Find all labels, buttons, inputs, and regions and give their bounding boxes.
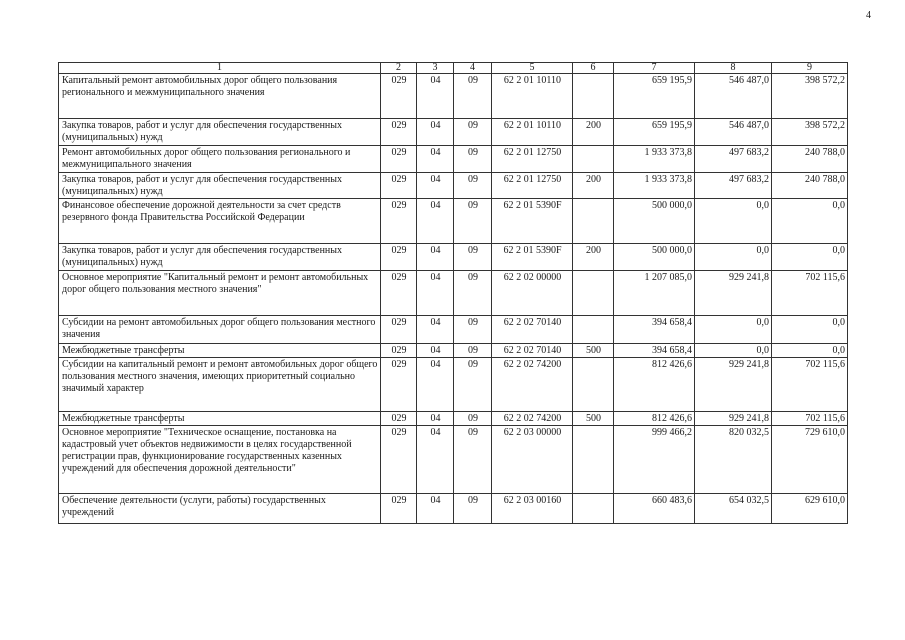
cell-col-4: 09 xyxy=(454,316,492,344)
row-name: Основное мероприятие "Капитальный ремонт и ремонт автомобильных дорог общего пользования местного значения" xyxy=(59,271,381,316)
cell-col-8: 0,0 xyxy=(695,244,772,271)
cell-col-8: 0,0 xyxy=(695,199,772,244)
cell-col-2: 029 xyxy=(381,244,417,271)
cell-col-8: 497 683,2 xyxy=(695,173,772,199)
row-name: Межбюджетные трансферты xyxy=(59,344,381,358)
table-row xyxy=(59,358,848,412)
cell-col-5: 62 2 02 70140 xyxy=(492,344,573,358)
cell-col-5: 62 2 02 00000 xyxy=(492,271,573,316)
row-name: Субсидии на ремонт автомобильных дорог общего пользования местного значения xyxy=(59,316,381,344)
table-row xyxy=(59,74,848,119)
cell-col-6 xyxy=(573,426,614,494)
cell-col-3: 04 xyxy=(417,271,454,316)
cell-col-8: 0,0 xyxy=(695,344,772,358)
cell-col-6: 500 xyxy=(573,344,614,358)
cell-col-2: 029 xyxy=(381,426,417,494)
cell-col-4: 09 xyxy=(454,173,492,199)
cell-col-5: 62 2 01 10110 xyxy=(492,74,573,119)
cell-col-4: 09 xyxy=(454,146,492,173)
header-col-9: 9 xyxy=(772,63,848,74)
cell-col-3: 04 xyxy=(417,316,454,344)
cell-col-4: 09 xyxy=(454,244,492,271)
cell-col-7: 1 933 373,8 xyxy=(614,146,695,173)
table-row xyxy=(59,412,848,426)
row-name: Субсидии на капитальный ремонт и ремонт автомобильных дорог общего пользования местного значения, имеющих приоритетный социально значимый характер xyxy=(59,358,381,412)
cell-col-4: 09 xyxy=(454,412,492,426)
cell-col-7: 500 000,0 xyxy=(614,199,695,244)
cell-col-8: 929 241,8 xyxy=(695,412,772,426)
page-number: 4 xyxy=(866,10,871,21)
cell-col-7: 812 426,6 xyxy=(614,412,695,426)
cell-col-9: 702 115,6 xyxy=(772,358,848,412)
cell-col-8: 546 487,0 xyxy=(695,74,772,119)
header-col-2: 2 xyxy=(381,63,417,74)
table-row xyxy=(59,199,848,244)
cell-col-7: 659 195,9 xyxy=(614,74,695,119)
row-name: Закупка товаров, работ и услуг для обеспечения государственных (муниципальных) нужд xyxy=(59,119,381,146)
cell-col-4: 09 xyxy=(454,271,492,316)
cell-col-5: 62 2 02 70140 xyxy=(492,316,573,344)
row-name: Закупка товаров, работ и услуг для обеспечения государственных (муниципальных) нужд xyxy=(59,173,381,199)
row-name: Межбюджетные трансферты xyxy=(59,412,381,426)
cell-col-2: 029 xyxy=(381,494,417,524)
cell-col-2: 029 xyxy=(381,412,417,426)
row-name: Ремонт автомобильных дорог общего пользования регионального и межмуниципального значения xyxy=(59,146,381,173)
budget-table xyxy=(58,62,848,524)
cell-col-2: 029 xyxy=(381,74,417,119)
cell-col-9: 0,0 xyxy=(772,199,848,244)
row-name: Капитальный ремонт автомобильных дорог общего пользования регионального и межмуниципального значения xyxy=(59,74,381,119)
cell-col-9: 0,0 xyxy=(772,244,848,271)
table-row xyxy=(59,244,848,271)
cell-col-7: 500 000,0 xyxy=(614,244,695,271)
cell-col-9: 240 788,0 xyxy=(772,146,848,173)
header-col-4: 4 xyxy=(454,63,492,74)
cell-col-3: 04 xyxy=(417,412,454,426)
cell-col-8: 0,0 xyxy=(695,316,772,344)
cell-col-5: 62 2 03 00160 xyxy=(492,494,573,524)
cell-col-6 xyxy=(573,316,614,344)
cell-col-7: 394 658,4 xyxy=(614,344,695,358)
cell-col-3: 04 xyxy=(417,494,454,524)
cell-col-4: 09 xyxy=(454,426,492,494)
cell-col-5: 62 2 01 12750 xyxy=(492,173,573,199)
table-row xyxy=(59,316,848,344)
cell-col-5: 62 2 03 00000 xyxy=(492,426,573,494)
header-col-7: 7 xyxy=(614,63,695,74)
cell-col-9: 729 610,0 xyxy=(772,426,848,494)
cell-col-2: 029 xyxy=(381,119,417,146)
cell-col-3: 04 xyxy=(417,358,454,412)
cell-col-9: 0,0 xyxy=(772,344,848,358)
cell-col-6 xyxy=(573,271,614,316)
cell-col-4: 09 xyxy=(454,494,492,524)
table-row xyxy=(59,494,848,524)
cell-col-5: 62 2 01 5390F xyxy=(492,244,573,271)
cell-col-7: 812 426,6 xyxy=(614,358,695,412)
cell-col-5: 62 2 02 74200 xyxy=(492,358,573,412)
cell-col-8: 929 241,8 xyxy=(695,271,772,316)
cell-col-7: 659 195,9 xyxy=(614,119,695,146)
cell-col-9: 629 610,0 xyxy=(772,494,848,524)
row-name: Обеспечение деятельности (услуги, работы) государственных учреждений xyxy=(59,494,381,524)
row-name: Финансовое обеспечение дорожной деятельности за счет средств резервного фонда Правительства Российской Федерации xyxy=(59,199,381,244)
header-col-8: 8 xyxy=(695,63,772,74)
cell-col-5: 62 2 01 5390F xyxy=(492,199,573,244)
cell-col-2: 029 xyxy=(381,146,417,173)
cell-col-5: 62 2 01 12750 xyxy=(492,146,573,173)
cell-col-8: 929 241,8 xyxy=(695,358,772,412)
cell-col-3: 04 xyxy=(417,74,454,119)
cell-col-9: 0,0 xyxy=(772,316,848,344)
cell-col-9: 398 572,2 xyxy=(772,74,848,119)
cell-col-4: 09 xyxy=(454,74,492,119)
cell-col-6: 200 xyxy=(573,173,614,199)
cell-col-8: 546 487,0 xyxy=(695,119,772,146)
cell-col-7: 999 466,2 xyxy=(614,426,695,494)
cell-col-4: 09 xyxy=(454,199,492,244)
cell-col-3: 04 xyxy=(417,199,454,244)
row-name: Закупка товаров, работ и услуг для обеспечения государственных (муниципальных) нужд xyxy=(59,244,381,271)
cell-col-3: 04 xyxy=(417,244,454,271)
header-row xyxy=(59,63,848,74)
cell-col-9: 702 115,6 xyxy=(772,271,848,316)
cell-col-3: 04 xyxy=(417,146,454,173)
cell-col-2: 029 xyxy=(381,358,417,412)
cell-col-7: 1 207 085,0 xyxy=(614,271,695,316)
cell-col-8: 654 032,5 xyxy=(695,494,772,524)
cell-col-6 xyxy=(573,358,614,412)
cell-col-4: 09 xyxy=(454,344,492,358)
cell-col-6 xyxy=(573,74,614,119)
header-col-3: 3 xyxy=(417,63,454,74)
header-col-1: 1 xyxy=(59,63,381,74)
cell-col-7: 394 658,4 xyxy=(614,316,695,344)
cell-col-3: 04 xyxy=(417,426,454,494)
table-row xyxy=(59,426,848,494)
cell-col-2: 029 xyxy=(381,316,417,344)
cell-col-7: 1 933 373,8 xyxy=(614,173,695,199)
cell-col-6: 200 xyxy=(573,119,614,146)
cell-col-4: 09 xyxy=(454,358,492,412)
cell-col-6: 500 xyxy=(573,412,614,426)
cell-col-3: 04 xyxy=(417,119,454,146)
cell-col-4: 09 xyxy=(454,119,492,146)
header-col-6: 6 xyxy=(573,63,614,74)
row-name: Основное мероприятие "Техническое оснащение, постановка на кадастровый учет объектов недвижимости в целях государственной регистрации прав, функционирование государственных казенных учреждений для обеспечения дорожной деятельности" xyxy=(59,426,381,494)
cell-col-7: 660 483,6 xyxy=(614,494,695,524)
cell-col-2: 029 xyxy=(381,173,417,199)
table-row xyxy=(59,119,848,146)
cell-col-6 xyxy=(573,146,614,173)
cell-col-2: 029 xyxy=(381,271,417,316)
cell-col-3: 04 xyxy=(417,344,454,358)
cell-col-2: 029 xyxy=(381,344,417,358)
cell-col-5: 62 2 01 10110 xyxy=(492,119,573,146)
cell-col-6 xyxy=(573,199,614,244)
cell-col-2: 029 xyxy=(381,199,417,244)
cell-col-9: 702 115,6 xyxy=(772,412,848,426)
cell-col-6 xyxy=(573,494,614,524)
header-col-5: 5 xyxy=(492,63,573,74)
table-row xyxy=(59,344,848,358)
cell-col-5: 62 2 02 74200 xyxy=(492,412,573,426)
cell-col-8: 820 032,5 xyxy=(695,426,772,494)
cell-col-8: 497 683,2 xyxy=(695,146,772,173)
cell-col-6: 200 xyxy=(573,244,614,271)
table-row xyxy=(59,271,848,316)
cell-col-3: 04 xyxy=(417,173,454,199)
cell-col-9: 398 572,2 xyxy=(772,119,848,146)
table-row xyxy=(59,146,848,173)
table-row xyxy=(59,173,848,199)
cell-col-9: 240 788,0 xyxy=(772,173,848,199)
